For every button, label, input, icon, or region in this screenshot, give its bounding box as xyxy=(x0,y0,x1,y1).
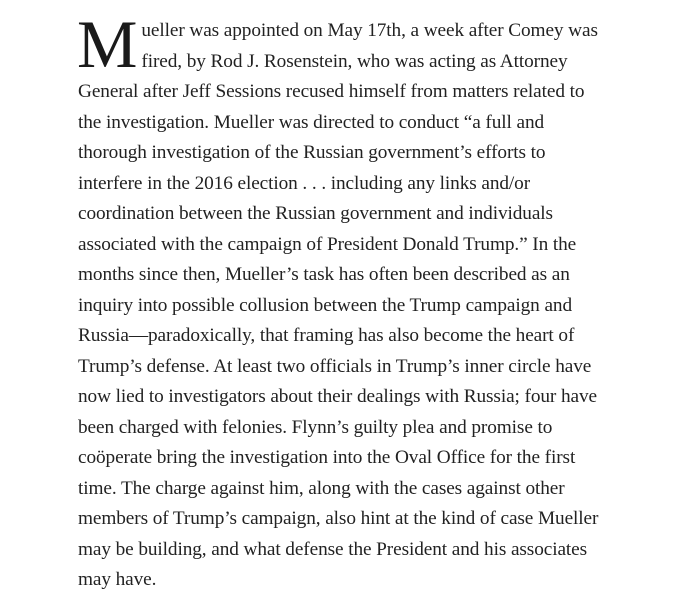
paragraph-line: inquiry into possible collusion between the Trump campaign and xyxy=(78,294,572,316)
paragraph-line: associated with the campaign of President Donald Trump.” In the xyxy=(78,233,577,255)
drop-cap: M xyxy=(77,6,138,82)
article-body xyxy=(77,6,668,596)
paragraph-line: now lied to investigators about their dealings with Russia; four have xyxy=(78,386,597,407)
paragraph-line: fired, by Rod J. Rosenstein, who was acting as Attorney xyxy=(141,50,568,72)
paragraph-line: been charged with felonies. Flynn’s guilty plea and promise to xyxy=(78,416,553,438)
paragraph-line: months since then, Mueller’s task has often been described as an xyxy=(78,264,570,285)
paragraph-line: may be building, and what defense the President and his associates xyxy=(78,538,588,560)
paragraph-line: Trump’s defense. At least two officials in Trump’s inner circle have xyxy=(78,355,592,377)
paragraph-line: thorough investigation of the Russian government’s efforts to xyxy=(78,142,546,163)
paragraph-line: interfere in the 2016 election . . . including any links and/or xyxy=(78,172,531,194)
paragraph-line: coordination between the Russian government and individuals xyxy=(78,203,553,224)
paragraph-line: members of Trump’s campaign, also hint at the kind of case Mueller xyxy=(78,508,599,529)
paragraph-line: time. The charge against him, along with the cases against other xyxy=(78,477,565,499)
paragraph-line: General after Jeff Sessions recused himself from matters related to xyxy=(78,81,585,102)
article-paragraph xyxy=(77,6,668,596)
paragraph-line: the investigation. Mueller was directed to conduct “a full and xyxy=(78,111,545,133)
paragraph-line: may have. xyxy=(78,569,157,590)
paragraph-line: coöperate bring the investigation into the Oval Office for the first xyxy=(78,447,576,468)
paragraph-line: ueller was appointed on May 17th, a week after Comey was xyxy=(141,20,598,41)
paragraph-line: Russia—paradoxically, that framing has also become the heart of xyxy=(78,325,575,346)
